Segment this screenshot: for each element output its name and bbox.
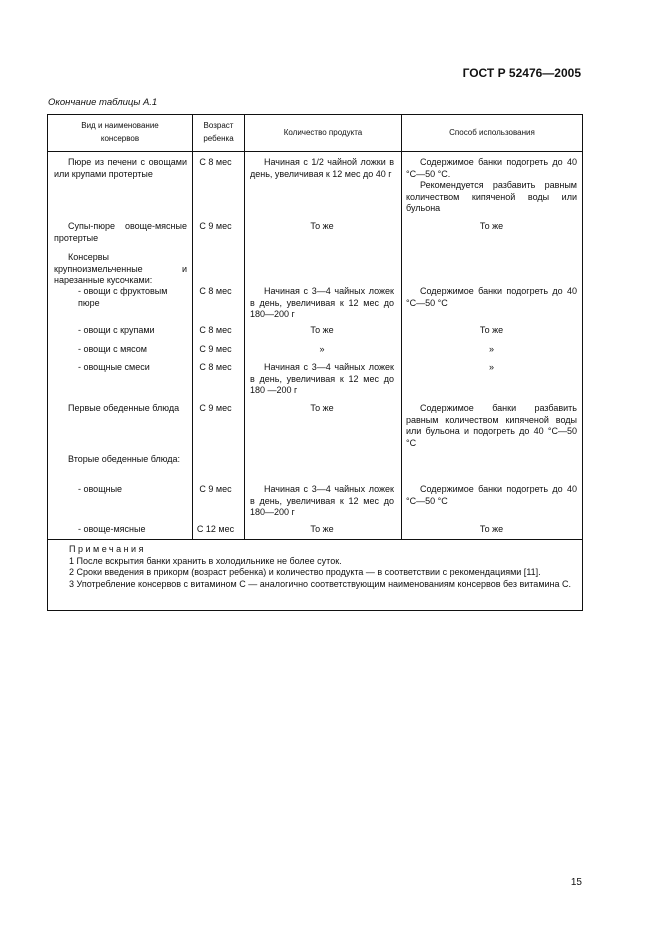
table-caption: Окончание таблицы А.1	[48, 97, 158, 108]
row-age: С 8 мес	[199, 157, 232, 167]
row-quantity: То же	[310, 524, 334, 534]
note-item: 3 Употребление консервов с витамином С — аналогично соответствующим наименованиям консервов без витамина С.	[69, 578, 572, 589]
usage-text: Содержимое банки подогреть до 40 °С—50 °С.	[406, 157, 577, 179]
row-quantity: »	[319, 344, 325, 354]
row-name: - овощи с мясом	[78, 344, 147, 354]
row-age: С 8 мес	[199, 362, 232, 372]
row-name: Пюре из печени с овощами или крупами протертые	[54, 157, 187, 179]
column-header-usage: Способ использования	[449, 127, 535, 137]
row-name: Супы-пюре овоще-мясные протертые	[54, 221, 187, 243]
document-id: ГОСТ Р 52476—2005	[462, 66, 581, 80]
row-usage: »	[488, 344, 494, 354]
column-header-age: Возраст ребенка	[203, 121, 234, 143]
row-usage: То же	[479, 524, 504, 534]
row-age: С 9 мес	[199, 344, 232, 354]
row-quantity: Начиная с 1/2 чайной ложки в день, увеличивая к 12 мес до 40 г	[250, 157, 394, 179]
row-quantity: Начиная с 3—4 чайных ложек в день, увеличивая к 12 мес до 180—200 г	[250, 286, 394, 319]
row-age: С 9 мес	[199, 403, 232, 413]
note-item: 2 Сроки введения в прикорм (возраст ребенка) и количество продукта — в соответствии с рекомендациями [11].	[69, 567, 541, 577]
notes-divider	[48, 539, 582, 540]
row-usage: Содержимое банки разбавить равным количеством кипяченой воды или бульона и подогреть до 40 °С—50 °С	[406, 403, 577, 448]
row-usage: Содержимое банки подогреть до 40 °С—50 °С	[406, 484, 577, 506]
row-age: С 9 мес	[199, 484, 232, 494]
row-usage: »	[488, 362, 494, 372]
row-age: С 8 мес	[199, 325, 232, 335]
row-age: С 9 мес	[199, 221, 232, 231]
row-name: - овощи с крупами	[78, 325, 155, 335]
row-quantity: То же	[310, 325, 334, 335]
usage-text: Рекомендуется разбавить равным количеством кипяченой воды или бульона	[406, 180, 577, 213]
note-item: 1 После вскрытия банки хранить в холодильнике не более суток.	[69, 555, 342, 566]
row-usage: То же	[479, 221, 504, 231]
row-usage	[406, 157, 577, 215]
column-header-name: Вид и наименование консервов	[81, 121, 159, 143]
column-divider	[401, 115, 402, 539]
row-name: - овощные смеси	[78, 362, 150, 372]
page-number: 15	[570, 877, 582, 888]
row-usage: Содержимое банки подогреть до 40 °С—50 °С	[406, 286, 577, 308]
row-name: - овоще-мясные	[78, 524, 146, 534]
group-heading: Консервы крупноизмельченные и нарезанные кусочками:	[54, 252, 187, 285]
data-table	[47, 114, 583, 611]
table-notes	[55, 544, 576, 590]
row-name: Первые обеденные блюда	[68, 403, 180, 413]
row-quantity: Начиная с 3—4 чайных ложек в день, увеличивая к 12 мес до 180 —200 г	[250, 362, 394, 395]
group-heading: Вторые обеденные блюда:	[68, 454, 181, 464]
row-quantity: Начиная с 3—4 чайных ложек в день, увеличивая к 12 мес до 180—200 г	[250, 484, 394, 517]
row-quantity: То же	[310, 403, 334, 413]
header-divider	[48, 151, 582, 152]
row-name: - овощные	[78, 484, 123, 494]
column-divider	[244, 115, 245, 539]
column-header-quantity: Количество продукта	[283, 127, 363, 137]
row-quantity: То же	[310, 221, 334, 231]
row-name: - овощи с фруктовым пюре	[78, 286, 168, 308]
notes-heading: Примечания	[69, 544, 146, 554]
row-age: С 8 мес	[199, 286, 232, 296]
row-age: С 12 мес	[196, 524, 235, 534]
row-usage: То же	[479, 325, 504, 335]
